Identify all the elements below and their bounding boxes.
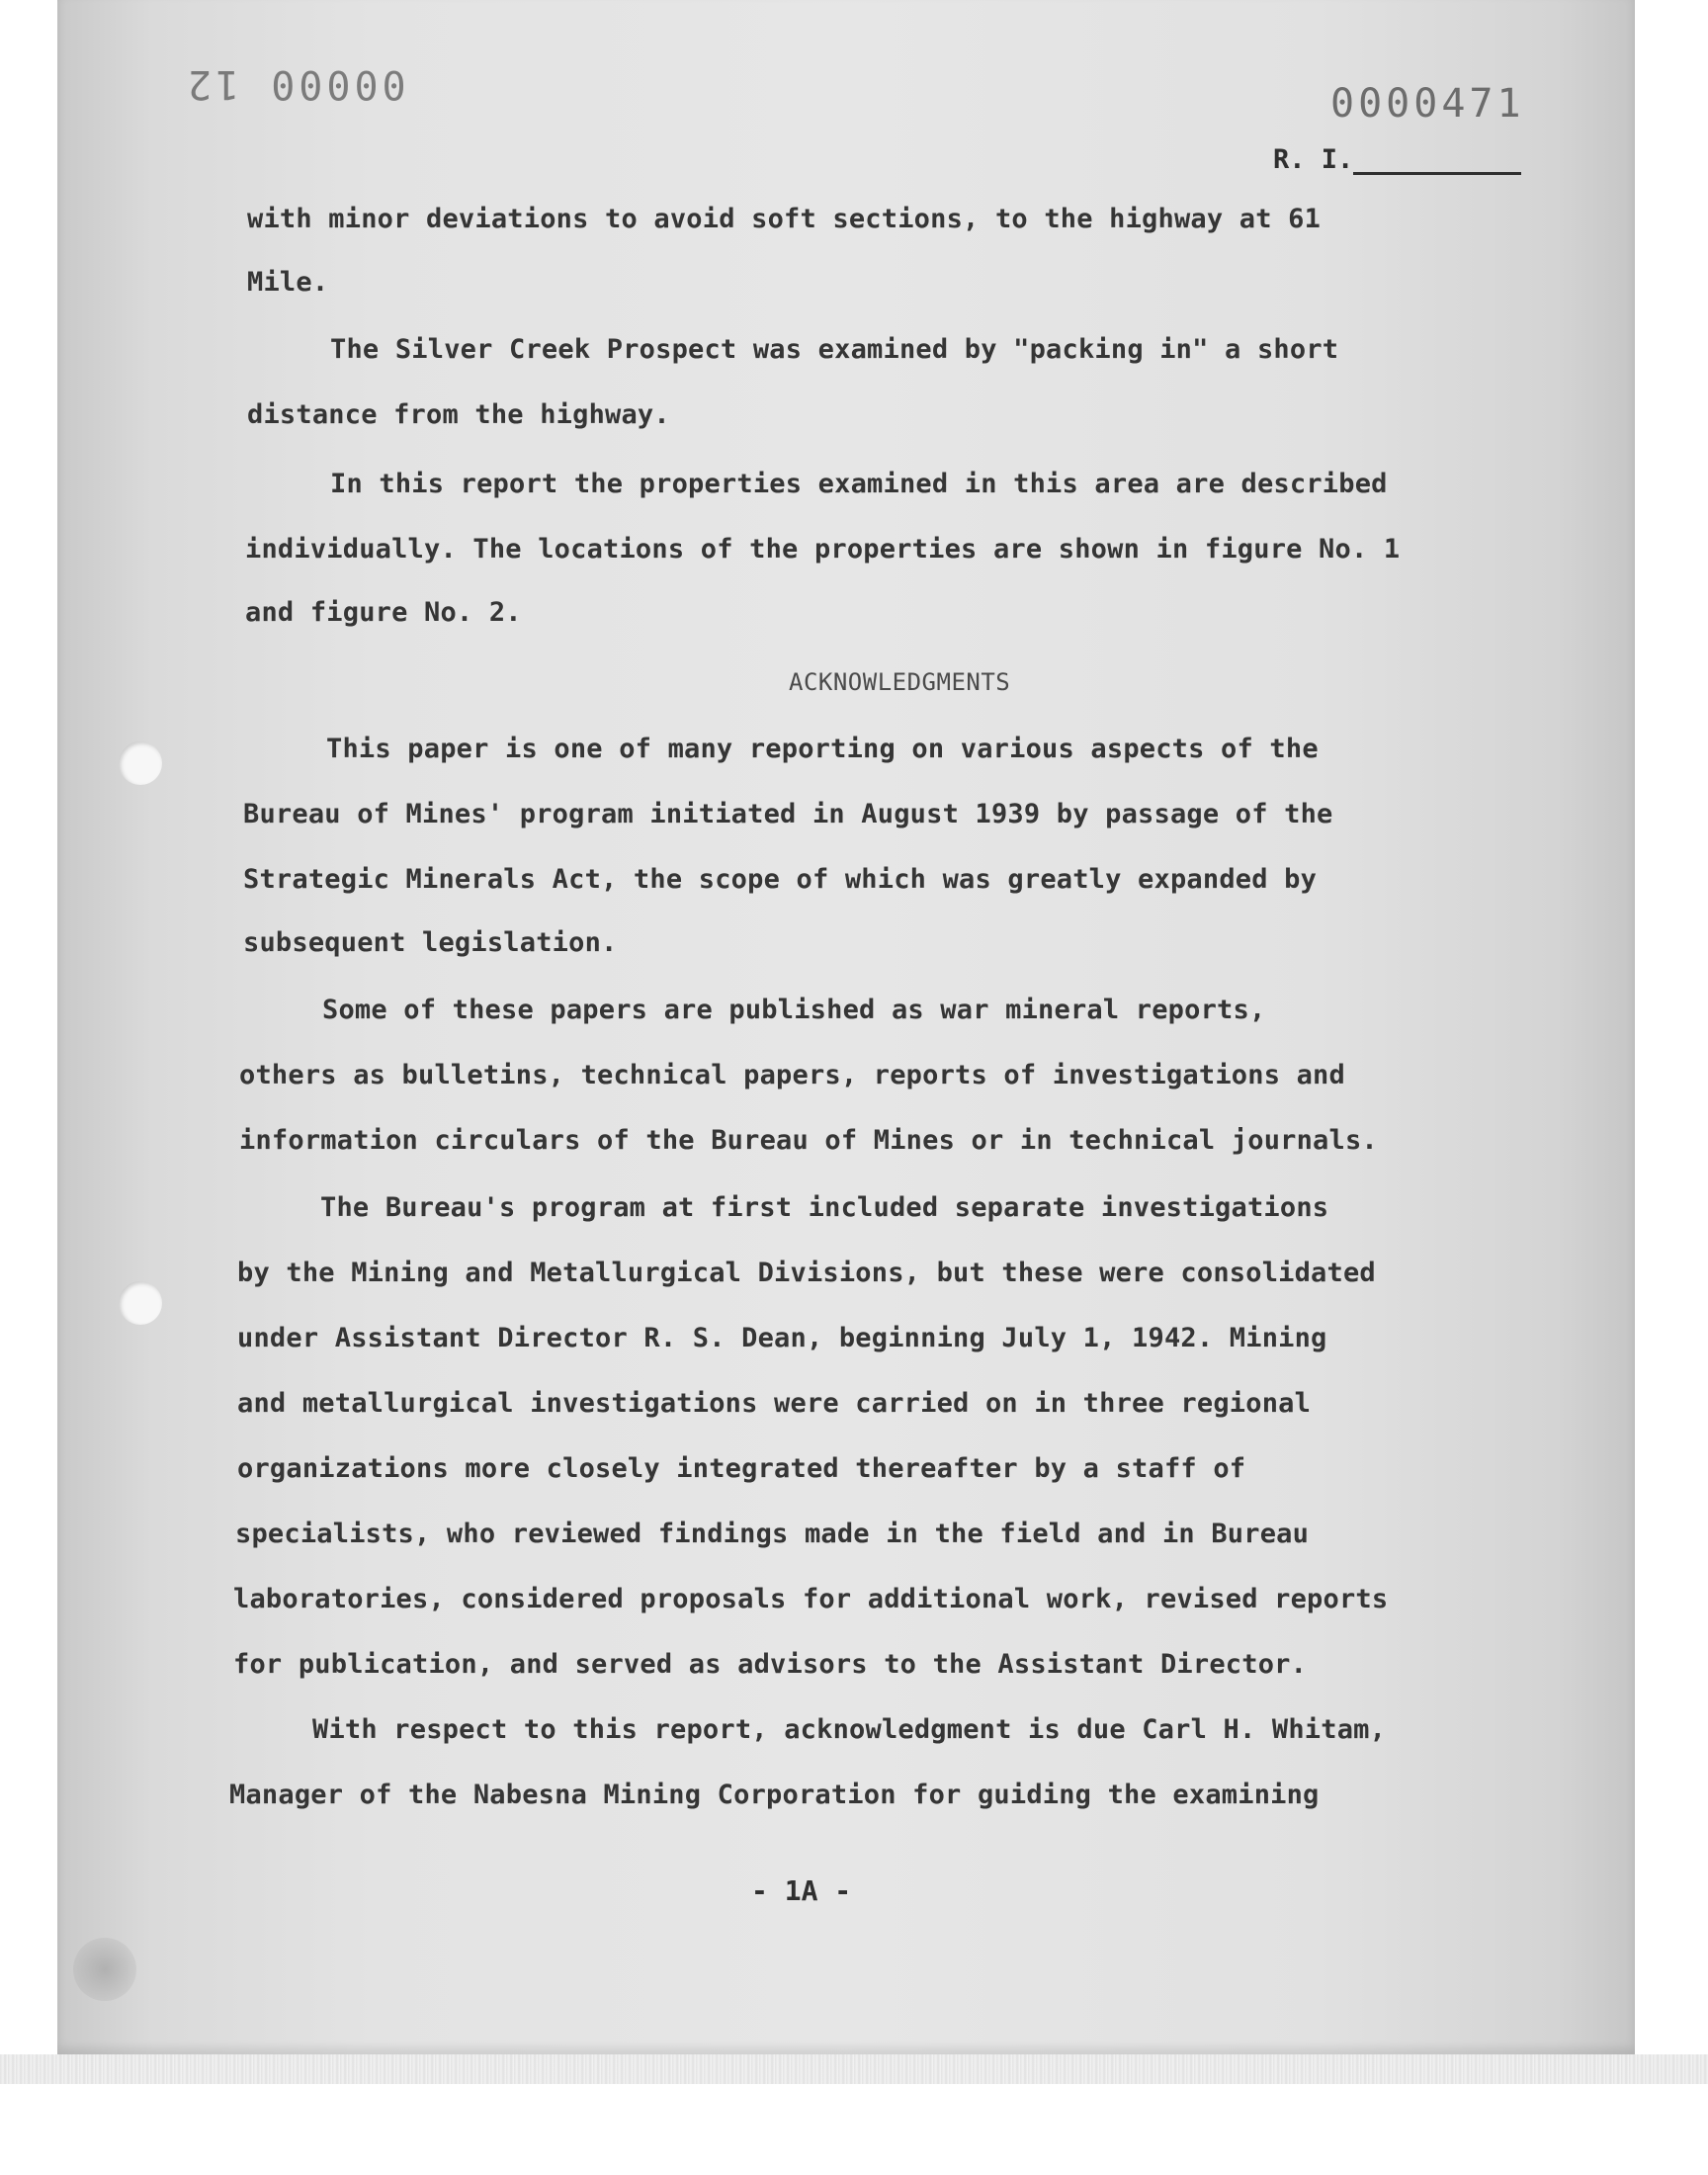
page-stamp-top-right: 0000471: [1330, 81, 1525, 127]
text-line: others as bulletins, technical papers, reports of investigations and: [239, 1060, 1345, 1090]
text-line: under Assistant Director R. S. Dean, beginning July 1, 1942. Mining: [237, 1323, 1327, 1353]
report-number-blank: [1353, 150, 1521, 175]
text-line: In this report the properties examined in this area are described: [330, 469, 1388, 499]
page-number: - 1A -: [751, 1874, 852, 1907]
text-line: by the Mining and Metallurgical Divisions, but these were consolidated: [237, 1258, 1376, 1288]
report-label: [1273, 144, 1521, 175]
smudge-mark: [73, 1938, 136, 2001]
text-line: Bureau of Mines' program initiated in August 1939 by passage of the: [243, 799, 1333, 829]
text-line: Strategic Minerals Act, the scope of which was greatly expanded by: [243, 864, 1318, 895]
section-heading: ACKNOWLEDGMENTS: [789, 668, 1011, 696]
report-label-text: R. I.: [1273, 144, 1354, 175]
scanned-page: [57, 0, 1635, 2054]
text-line: organizations more closely integrated thereafter by a staff of: [237, 1453, 1246, 1484]
text-line: subsequent legislation.: [243, 927, 618, 958]
text-line: Some of these papers are published as war mineral reports,: [322, 995, 1266, 1025]
punch-hole: [119, 1281, 162, 1325]
text-line: with minor deviations to avoid soft sections, to the highway at 61: [247, 204, 1322, 234]
text-line: laboratories, considered proposals for additional work, revised reports: [233, 1584, 1389, 1614]
text-line: and figure No. 2.: [245, 597, 522, 628]
text-line: distance from the highway.: [247, 399, 670, 430]
text-line: The Silver Creek Prospect was examined by "packing in" a short: [330, 334, 1339, 365]
text-line: Manager of the Nabesna Mining Corporation for guiding the examining: [229, 1780, 1320, 1810]
page-stamp-top-left: 00000 12: [184, 61, 406, 107]
text-line: individually. The locations of the properties are shown in figure No. 1: [245, 534, 1401, 565]
text-line: information circulars of the Bureau of Mines or in technical journals.: [239, 1125, 1378, 1156]
text-line: With respect to this report, acknowledgment is due Carl H. Whitam,: [312, 1714, 1387, 1745]
text-line: and metallurgical investigations were carried on in three regional: [237, 1388, 1312, 1419]
text-line: for publication, and served as advisors to the Assistant Director.: [233, 1649, 1308, 1680]
text-line: Mile.: [247, 267, 329, 298]
text-line: specialists, who reviewed findings made in the field and in Bureau: [235, 1519, 1310, 1549]
scan-edge: [0, 2054, 1708, 2084]
text-line: This paper is one of many reporting on various aspects of the: [326, 734, 1319, 764]
punch-hole: [119, 741, 162, 785]
text-line: The Bureau's program at first included separate investigations: [320, 1192, 1329, 1223]
